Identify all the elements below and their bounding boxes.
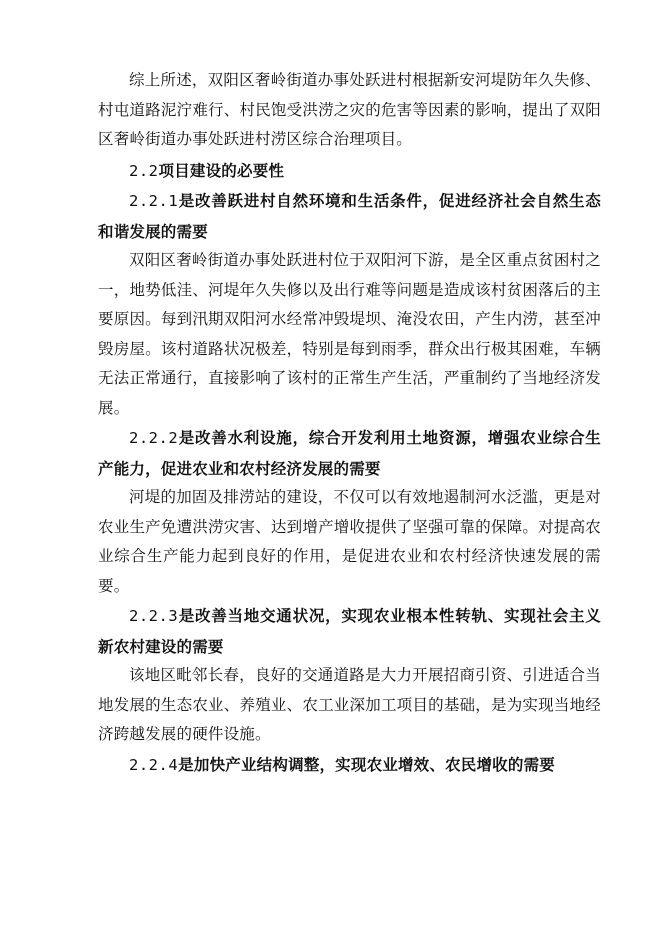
subsection-body-2-2-2: 河堤的加固及排涝站的建设，不仅可以有效地遏制河水泛滥，更是对农业生产免遭洪涝灾害、达到增产增收提供了坚强可靠的保障。对提高农业综合生产能力起到良好的作用，是促进农业和农村经济快速发展的需要。 bbox=[98, 488, 601, 595]
subsection-number: 2.2.1 bbox=[129, 192, 179, 210]
subsection-heading-2-2-4 bbox=[98, 750, 601, 781]
subsection-body-2-2-3: 该地区毗邻长春，良好的交通道路是大力开展招商引资、引进适合当地发展的生态农业、养殖业、农工业深加工项目的基础，是为实现当地经济跨越发展的硬件设施。 bbox=[98, 666, 601, 743]
document-body bbox=[98, 66, 601, 780]
section-heading bbox=[98, 156, 601, 187]
intro-paragraph: 综上所述，双阳区奢岭街道办事处跃进村根据新安河堤防年久失修、村屯道路泥泞难行、村民饱受洪涝之灾的危害等因素的影响，提出了双阳区奢岭街道办事处跃进村涝区综合治理项目。 bbox=[98, 71, 601, 148]
section-number: 2.2 bbox=[129, 161, 159, 180]
subsection-title: 是改善水利设施，综合开发利用土地资源，增强农业综合生产能力，促进农业和农村经济发展的需要 bbox=[98, 428, 601, 478]
subsection-heading-2-2-2 bbox=[98, 423, 601, 483]
subsection-heading-2-2-3 bbox=[98, 601, 601, 661]
subsection-number: 2.2.4 bbox=[129, 755, 179, 774]
subsection-body-2-2-1: 双阳区奢岭街道办事处跃进村位于双阳河下游，是全区重点贫困村之一，地势低洼、河堤年久失修以及出行难等问题是造成该村贫困落后的主要原因。每到汛期双阳河水经常冲毁堤坝、淹没农田，产生内涝，甚至冲毁房屋。该村道路状况极差，特别是每到雨季，群众出行极其困难，车辆无法正常通行，直接影响了该村的正常生产生活，严重制约了当地经济发展。 bbox=[98, 251, 601, 417]
subsection-title: 是改善跃进村自然环境和生活条件，促进经济社会自然生态和谐发展的需要 bbox=[98, 191, 601, 241]
subsection-number: 2.2.3 bbox=[129, 607, 179, 625]
subsection-title: 是改善当地交通状况，实现农业根本性转轨、实现社会主义新农村建设的需要 bbox=[98, 606, 601, 656]
subsection-heading-2-2-1 bbox=[98, 186, 601, 246]
subsection-title: 是加快产业结构调整，实现农业增效、农民增收的需要 bbox=[178, 754, 555, 774]
section-title: 项目建设的必要性 bbox=[158, 160, 285, 180]
subsection-number: 2.2.2 bbox=[129, 429, 179, 447]
